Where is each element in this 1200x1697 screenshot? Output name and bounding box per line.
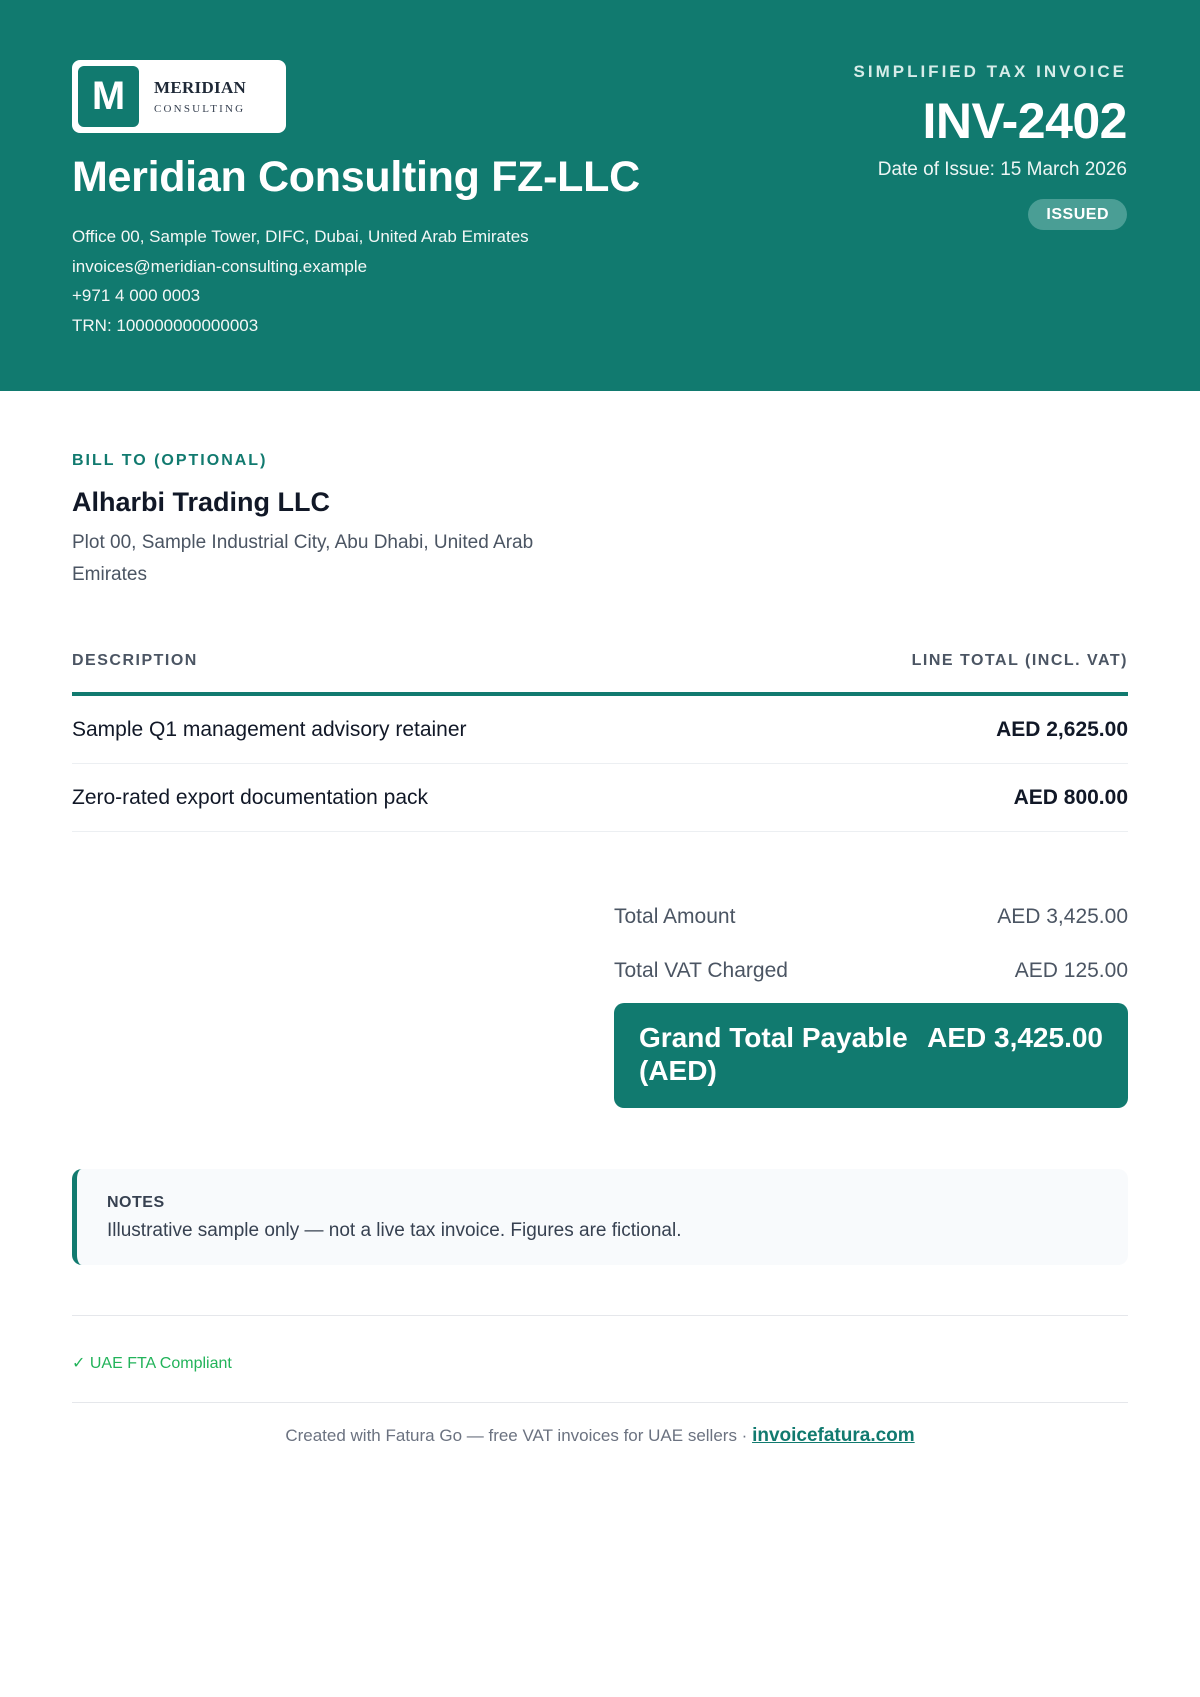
bill-to-address: Plot 00, Sample Industrial City, Abu Dhabi, United Arab Emirates [72, 532, 534, 585]
footer [0, 1425, 1200, 1447]
seller-details [72, 222, 529, 340]
seller-name: Meridian Consulting FZ-LLC [72, 153, 640, 201]
row-line-total: AED 800.00 [1013, 785, 1128, 809]
invoice-type: SIMPLIFIED TAX INVOICE [853, 62, 1127, 81]
notes-text: Illustrative sample only — not a live tax invoice. Figures are fictional. [107, 1220, 682, 1241]
seller-phone: +971 4 000 0003 [72, 286, 201, 305]
totals-summary [614, 890, 1128, 998]
total-amount-label: Total Amount [614, 905, 736, 928]
notes-box [72, 1169, 1128, 1265]
column-header-line-total: LINE TOTAL (INCL. VAT) [911, 652, 1128, 669]
table-row [72, 696, 1128, 764]
total-vat-value: AED 125.00 [1014, 959, 1128, 982]
seller-trn: TRN: 100000000000003 [72, 315, 259, 335]
bill-to-name: Alharbi Trading LLC [72, 487, 331, 517]
line-items-table [72, 648, 1128, 832]
seller-address: Office 00, Sample Tower, DIFC, Dubai, United Arab Emirates [72, 227, 529, 246]
grand-total-box [614, 1003, 1128, 1108]
grand-total-value: AED 3,425.00 [927, 1022, 1103, 1053]
footer-link[interactable]: invoicefatura.com [752, 1425, 915, 1446]
compliance-badge: ✓ UAE FTA Compliant [72, 1355, 232, 1372]
column-header-description: DESCRIPTION [72, 652, 198, 669]
issue-date: Date of Issue: 15 March 2026 [877, 159, 1127, 180]
notes-label: NOTES [107, 1194, 165, 1211]
table-header [72, 648, 1128, 696]
seller-email: invoices@meridian-consulting.example [72, 256, 368, 276]
logo-mark: M [78, 66, 139, 127]
logo-subtitle: CONSULTING [154, 103, 246, 115]
invoice-header [0, 0, 1200, 391]
total-amount-row [614, 890, 1128, 944]
row-description: Zero-rated export documentation pack [72, 785, 429, 809]
bill-to-label: BILL TO (OPTIONAL) [72, 452, 268, 469]
table-row [72, 764, 1128, 832]
footer-text: Created with Fatura Go — free VAT invoices for UAE sellers · [285, 1426, 753, 1445]
row-description: Sample Q1 management advisory retainer [72, 717, 467, 741]
status-badge: ISSUED [1028, 199, 1127, 230]
invoice-number: INV-2402 [922, 93, 1127, 149]
total-amount-value: AED 3,425.00 [997, 905, 1128, 928]
divider [72, 1315, 1128, 1316]
row-line-total: AED 2,625.00 [996, 717, 1128, 741]
divider [72, 1402, 1128, 1403]
total-vat-row [614, 944, 1128, 998]
logo-name: MERIDIAN [154, 78, 247, 97]
total-vat-label: Total VAT Charged [614, 959, 788, 982]
company-logo [72, 60, 286, 133]
grand-total-label: Grand Total Payable (AED) [639, 1022, 908, 1086]
